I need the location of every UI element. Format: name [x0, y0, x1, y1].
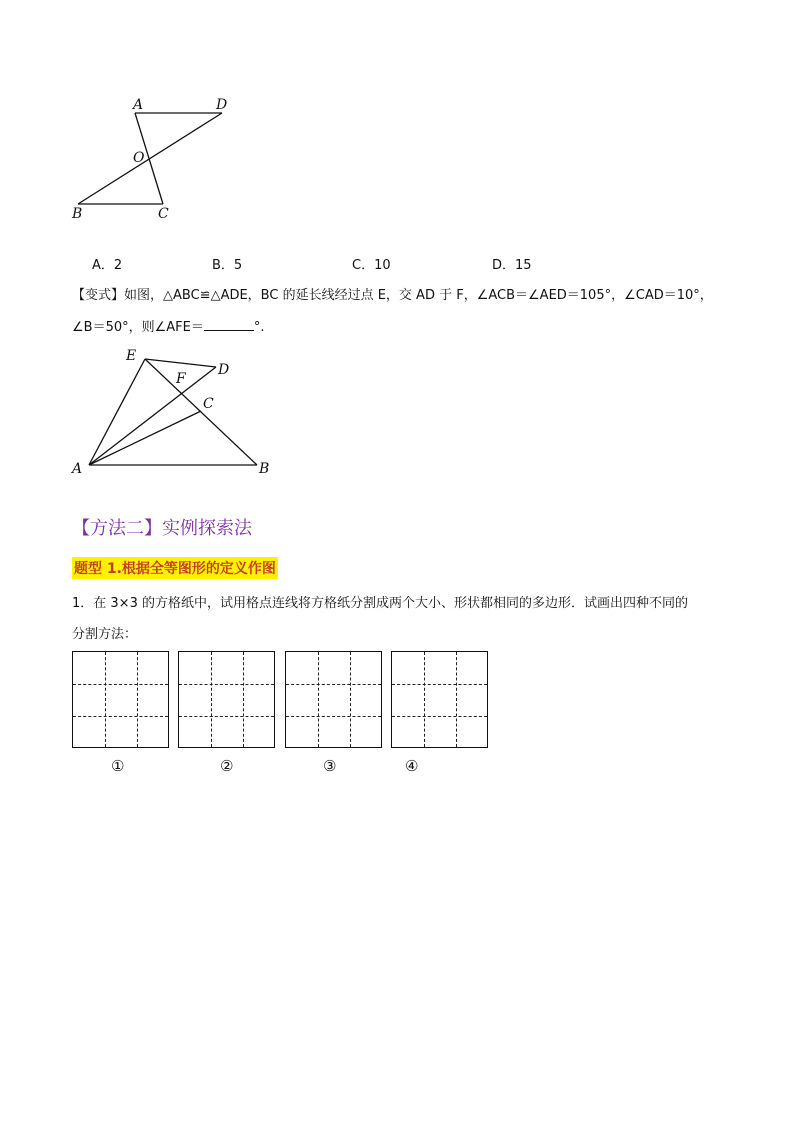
- section-title: 【方法二】实例探索法: [72, 518, 252, 539]
- grid-4-caption: ④: [405, 757, 419, 775]
- label-C-fig2: C: [203, 396, 214, 412]
- answer-blank[interactable]: [204, 318, 254, 331]
- choice-d-value: 15: [515, 258, 532, 273]
- label-C-fig1: C: [158, 206, 169, 222]
- choice-a-letter: A．: [92, 258, 114, 273]
- choice-d-letter: D．: [492, 258, 516, 273]
- variant-line-1: [72, 287, 713, 305]
- label-D-fig2: D: [218, 362, 230, 378]
- label-F-fig2: F: [176, 371, 186, 387]
- variant-text-line-2-after: °.: [253, 320, 265, 335]
- label-B-fig1: B: [72, 206, 83, 222]
- figure-1-diagram: [60, 90, 260, 230]
- choice-b-letter: B．: [212, 258, 234, 273]
- label-E-fig2: E: [126, 348, 137, 364]
- label-B-fig2: B: [259, 461, 270, 477]
- variant-text-line-2-before: ∠B＝50°，则∠AFE＝: [72, 320, 204, 335]
- topic-label: 题型 1.根据全等图形的定义作图: [72, 557, 278, 579]
- grid-2-caption: ②: [220, 757, 234, 775]
- choice-a: [92, 257, 122, 275]
- choice-c-letter: C．: [352, 258, 375, 273]
- problem-1-line-1: 1．在 3×3 的方格纸中，试用格点连线将方格纸分割成两个大小、形状都相同的多边形．试画出四种不同的: [72, 596, 688, 611]
- grid-3-caption: ③: [323, 757, 337, 775]
- label-O-fig1: O: [133, 150, 145, 166]
- choice-b: [212, 257, 242, 275]
- choice-a-value: 2: [113, 258, 123, 273]
- grid-2[interactable]: [178, 651, 275, 748]
- label-A-fig1: A: [133, 97, 144, 113]
- figure-2-diagram: [60, 340, 290, 480]
- grid-3[interactable]: [285, 651, 382, 748]
- variant-tag: 【变式】: [72, 288, 125, 303]
- choice-c: [352, 257, 391, 275]
- variant-text-line-1: 如图，△ABC≌△ADE，BC 的延长线经过点 E，交 AD 于 F，∠ACB＝∠AED＝105°，∠CAD＝10°，: [124, 288, 713, 303]
- grid-1[interactable]: [72, 651, 169, 748]
- label-A-fig2: A: [72, 461, 83, 477]
- choice-b-value: 5: [233, 258, 243, 273]
- choice-c-value: 10: [374, 258, 391, 273]
- grid-4[interactable]: [391, 651, 488, 748]
- variant-line-2: [72, 318, 265, 337]
- problem-1-line-2: 分割方法：: [72, 627, 138, 642]
- grid-1-caption: ①: [111, 757, 125, 775]
- choice-d: [492, 257, 532, 275]
- label-D-fig1: D: [216, 97, 228, 113]
